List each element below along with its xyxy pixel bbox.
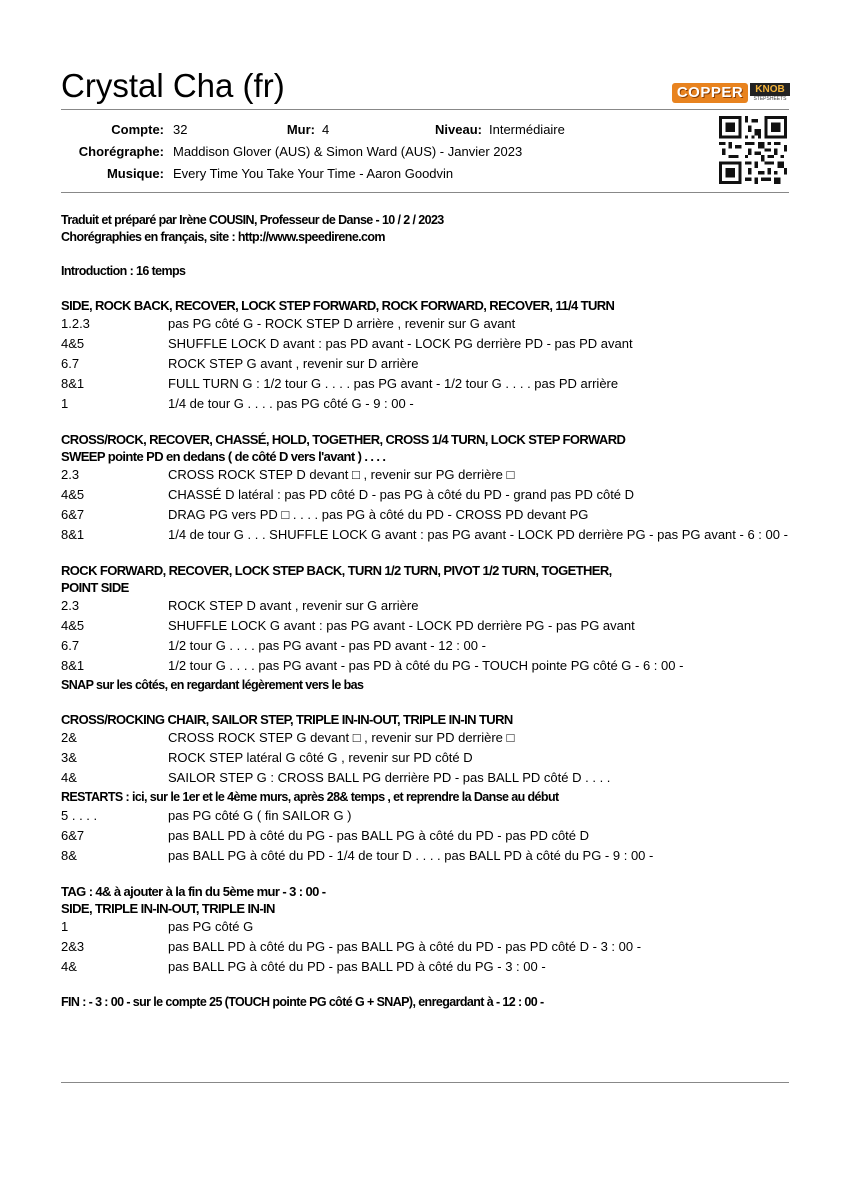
step-row (61, 465, 791, 485)
step-count: 8&1 (61, 376, 85, 391)
step-count: 4& (61, 770, 77, 785)
step-text: 1/2 tour G . . . . pas PG avant - pas PD à côté du PG - TOUCH pointe PG côté G - 6 : 00 - (168, 658, 684, 673)
step-text: SAILOR STEP G : CROSS BALL PG derrière PD - pas BALL PD côté D . . . . (168, 770, 611, 785)
footer-divider (61, 1082, 789, 1083)
step-row (61, 846, 791, 866)
music-label: Musique: (106, 166, 164, 181)
wall-label: Mur: (286, 122, 315, 137)
count-label: Compte: (111, 122, 164, 137)
step-text: 1/4 de tour G . . . SHUFFLE LOCK G avant : pas PG avant - LOCK PD derrière PG - pas PG avant - 6 : 00 - (168, 527, 788, 542)
step-row (61, 374, 791, 394)
level-label: Niveau: (435, 122, 482, 137)
section-4-heading: CROSS/ROCKING CHAIR, SAILOR STEP, TRIPLE IN-IN-OUT, TRIPLE IN-IN TURN (61, 712, 513, 727)
step-row (61, 525, 791, 545)
step-text: pas BALL PD à côté du PG - pas BALL PG à côté du PD - pas PD côté D (168, 828, 590, 843)
step-row (61, 656, 791, 676)
website-line: Chorégraphies en français, site : http://www.speedirene.com (61, 230, 385, 244)
step-text: 1/4 de tour G . . . . pas PG côté G - 9 : 00 - (168, 396, 414, 411)
step-count: 6.7 (61, 356, 80, 371)
tag-heading: TAG : 4& à ajouter à la fin du 5ème mur - 3 : 00 - (61, 884, 326, 899)
step-row (61, 728, 791, 748)
step-text: FULL TURN G : 1/2 tour G . . . . pas PG avant - 1/2 tour G . . . . pas PD arrière (168, 376, 619, 391)
step-row (61, 826, 791, 846)
step-row (61, 505, 791, 525)
header-divider-bottom (61, 192, 789, 193)
step-text: CHASSÉ D latéral : pas PD côté D - pas PG à côté du PD - grand pas PD côté D (168, 487, 635, 502)
step-count: 4&5 (61, 336, 85, 351)
count-value: 32 (173, 122, 188, 137)
stepsheet-content (61, 212, 791, 1011)
step-text: CROSS ROCK STEP G devant □ , revenir sur PD derrière □ (168, 730, 515, 745)
step-count: 6&7 (61, 828, 85, 843)
step-count: 8& (61, 848, 77, 863)
step-count: 4&5 (61, 487, 85, 502)
logo-brand: COPPER (672, 83, 748, 103)
choreographer-value: Maddison Glover (AUS) & Simon Ward (AUS) - Janvier 2023 (173, 144, 523, 159)
step-count: 5 . . . . (61, 808, 98, 823)
step-text: pas BALL PG à côté du PD - pas BALL PD à côté du PG - 3 : 00 - (168, 959, 546, 974)
step-text: ROCK STEP G avant , revenir sur D arrière (168, 356, 419, 371)
section-1-heading: SIDE, ROCK BACK, RECOVER, LOCK STEP FORWARD, ROCK FORWARD, RECOVER, 11/4 TURN (61, 298, 615, 313)
step-text: pas PG côté G (168, 919, 254, 934)
step-count: 2.3 (61, 598, 80, 613)
step-count: 1.2.3 (61, 316, 90, 331)
step-text: ROCK STEP latéral G côté G , revenir sur PD côté D (168, 750, 473, 765)
section-3-heading: ROCK FORWARD, RECOVER, LOCK STEP BACK, TURN 1/2 TURN, PIVOT 1/2 TURN, TOGETHER, (61, 563, 612, 578)
step-row (61, 485, 791, 505)
logo-brand2: KNOB (750, 83, 790, 96)
step-count: 2.3 (61, 467, 80, 482)
step-text: pas BALL PG à côté du PD - 1/4 de tour D . . . . pas BALL PD à côté du PG - 9 : 00 - (168, 848, 654, 863)
step-row (61, 354, 791, 374)
step-text: DRAG PG vers PD □ . . . . pas PG à côté du PD - CROSS PD devant PG (168, 507, 589, 522)
step-row (61, 806, 791, 826)
step-count: 4& (61, 959, 77, 974)
level-value: Intermédiaire (489, 122, 565, 137)
step-row (61, 334, 791, 354)
step-text: ROCK STEP D avant , revenir sur G arrière (168, 598, 419, 613)
step-count: 2&3 (61, 939, 85, 954)
step-count: 3& (61, 750, 77, 765)
qr-code-icon (719, 116, 787, 184)
step-count: 8&1 (61, 658, 85, 673)
step-row (61, 957, 791, 977)
step-count: 1 (61, 396, 69, 411)
section-2-heading-line2: SWEEP pointe PD en dedans ( de côté D vers l'avant ) . . . . (61, 449, 386, 464)
step-text: SHUFFLE LOCK G avant : pas PG avant - LOCK PD derrière PG - pas PG avant (168, 618, 635, 633)
tag-heading-line2: SIDE, TRIPLE IN-IN-OUT, TRIPLE IN-IN (61, 901, 275, 916)
step-text: pas PG côté G - ROCK STEP D arrière , revenir sur G avant (168, 316, 516, 331)
step-row (61, 616, 791, 636)
page-title: Crystal Cha (fr) (61, 67, 285, 104)
step-row (61, 937, 791, 957)
section-3-note: SNAP sur les côtés, en regardant légèrement vers le bas (61, 678, 364, 692)
translator-line: Traduit et préparé par Irène COUSIN, Professeur de Danse - 10 / 2 / 2023 (61, 213, 444, 227)
step-text: SHUFFLE LOCK D avant : pas PD avant - LOCK PG derrière PD - pas PD avant (168, 336, 633, 351)
step-row (61, 768, 791, 788)
step-row (61, 917, 791, 937)
step-row (61, 596, 791, 616)
introduction-line: Introduction : 16 temps (61, 264, 186, 278)
step-row (61, 314, 791, 334)
step-count: 6.7 (61, 638, 80, 653)
section-2-heading: CROSS/ROCK, RECOVER, CHASSÉ, HOLD, TOGETHER, CROSS 1/4 TURN, LOCK STEP FORWARD (61, 432, 626, 447)
restarts-note: RESTARTS : ici, sur le 1er et le 4ème murs, après 28& temps , et reprendre la Danse au début (61, 790, 559, 804)
step-text: pas PG côté G ( fin SAILOR G ) (168, 808, 352, 823)
step-count: 1 (61, 919, 69, 934)
step-row (61, 748, 791, 768)
step-text: pas BALL PD à côté du PG - pas BALL PG à côté du PD - pas PD côté D - 3 : 00 - (168, 939, 642, 954)
step-count: 2& (61, 730, 77, 745)
step-row (61, 636, 791, 656)
music-value: Every Time You Take Your Time - Aaron Goodvin (173, 166, 454, 181)
step-count: 8&1 (61, 527, 85, 542)
choreographer-label: Chorégraphe: (78, 144, 164, 159)
step-row (61, 394, 791, 414)
step-count: 4&5 (61, 618, 85, 633)
step-text: CROSS ROCK STEP D devant □ , revenir sur PG derrière □ (168, 467, 515, 482)
header-divider-top (61, 109, 789, 110)
wall-value: 4 (322, 122, 330, 137)
section-3-heading-line2: POINT SIDE (61, 580, 129, 595)
step-text: 1/2 tour G . . . . pas PG avant - pas PD avant - 12 : 00 - (168, 638, 486, 653)
copperknob-logo (672, 83, 790, 105)
step-count: 6&7 (61, 507, 85, 522)
ending-line: FIN : - 3 : 00 - sur le compte 25 (TOUCH pointe PG côté G + SNAP), enregardant à - 12 : 00 - (61, 995, 544, 1009)
logo-tagline: STEPSHEETS (753, 96, 787, 102)
